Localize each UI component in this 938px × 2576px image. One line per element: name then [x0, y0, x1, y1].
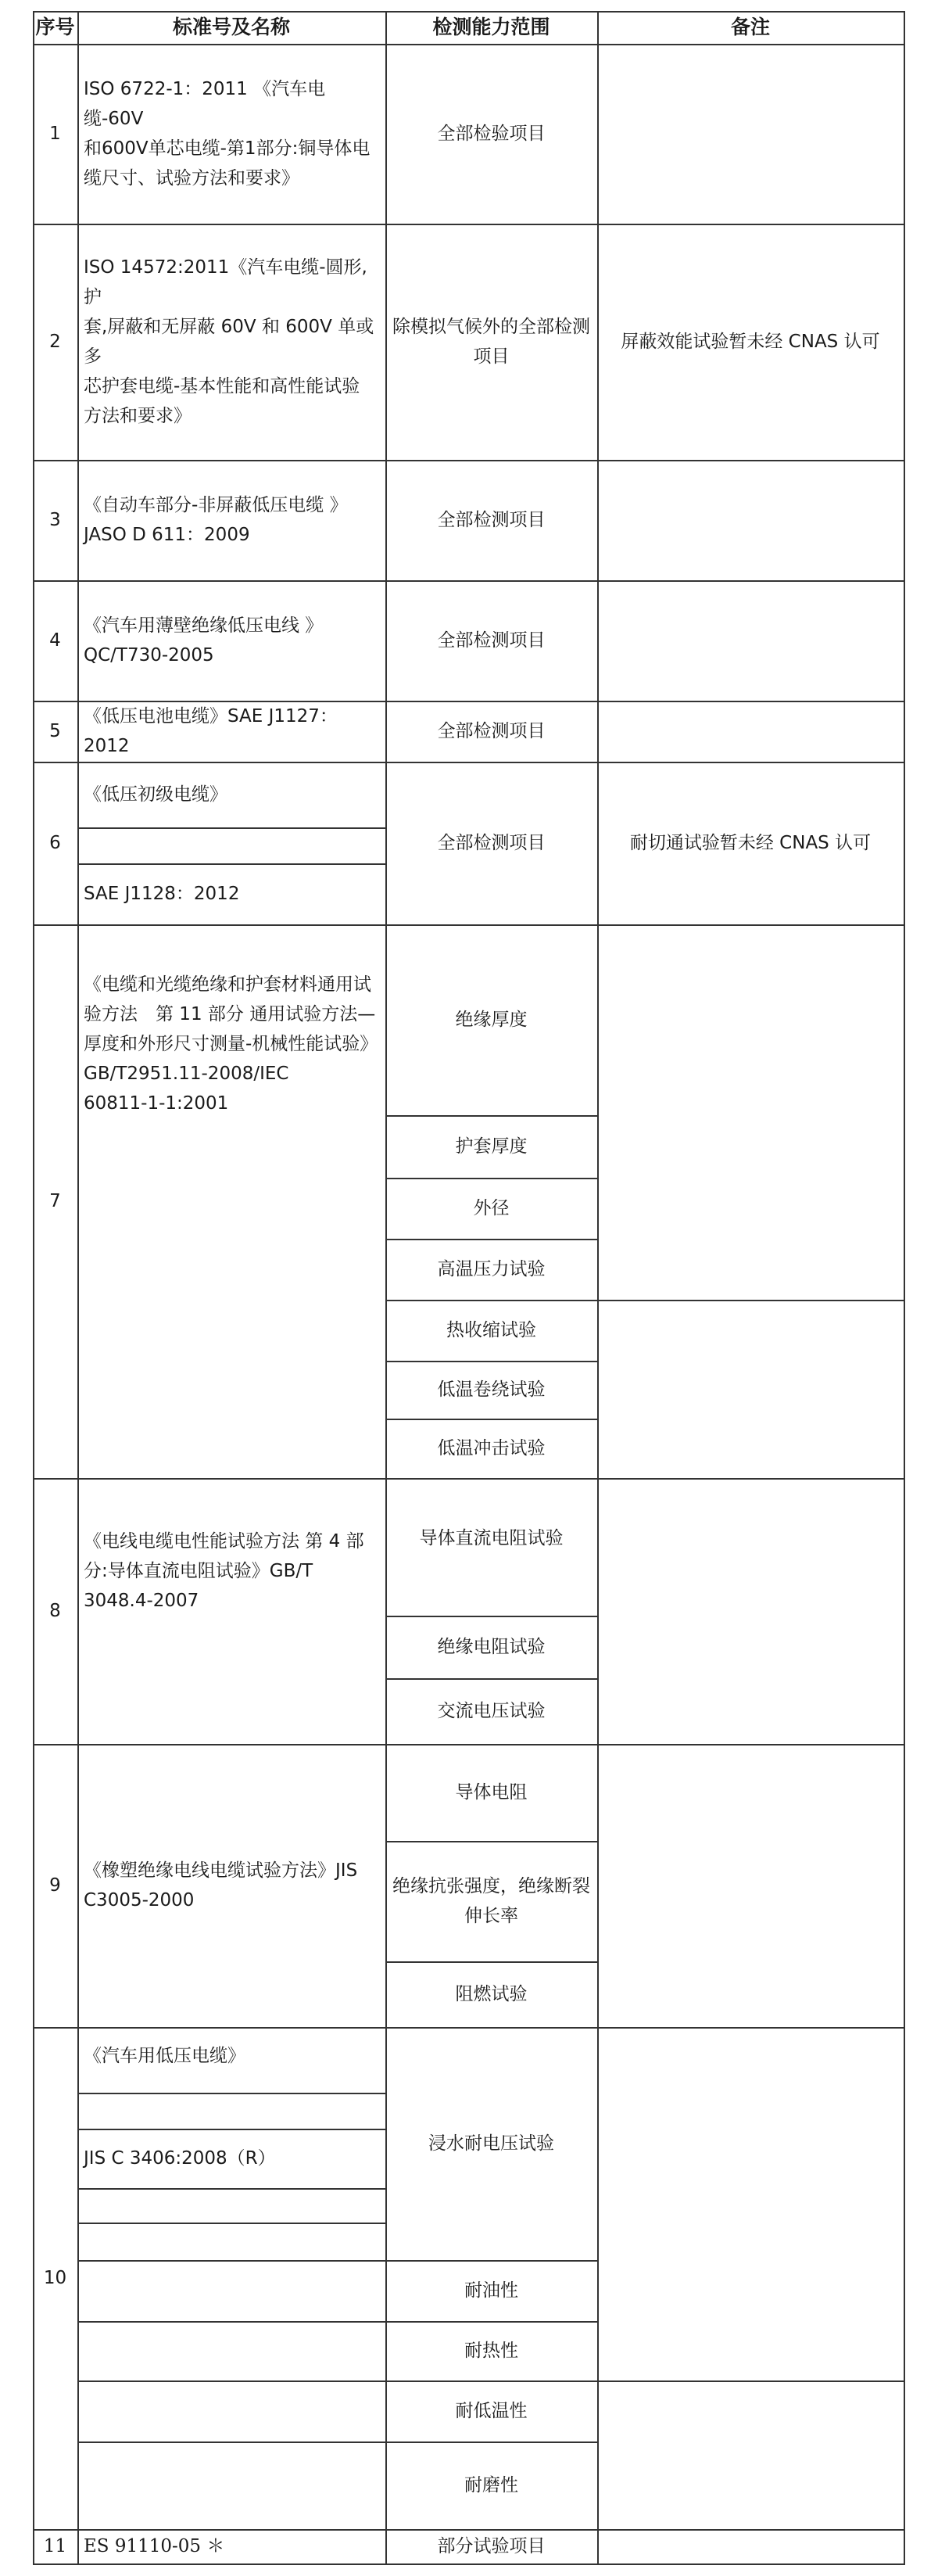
test-scope: 护套厚度 [455, 1136, 528, 1157]
test-scope: 交流电压试验 [437, 1701, 546, 1721]
row-number: 10 [43, 2268, 67, 2288]
test-scope: 低温冲击试验 [437, 1438, 546, 1458]
standard-code: JIS C 3406:2008（R） [84, 2148, 276, 2169]
row-number: 3 [49, 510, 61, 530]
header-remark: 备注 [730, 16, 770, 38]
test-scope: 耐油性 [464, 2280, 518, 2301]
test-scope: 部分试验项目 [437, 2536, 546, 2556]
test-scope: 浸水耐电压试验 [428, 2133, 554, 2154]
table-border-right [904, 11, 905, 2565]
test-scope: 阻燃试验 [455, 1984, 528, 2004]
cell-divider [77, 2321, 385, 2323]
header-no: 序号 [35, 16, 75, 38]
remark: 耐切通试验暂未经 CNAS 认可 [629, 833, 872, 853]
cell-divider [77, 2188, 385, 2190]
table-border-bottom [33, 2563, 905, 2565]
test-scope: 全部检测项目 [437, 721, 546, 741]
test-scope: 高温压力试验 [437, 1259, 546, 1279]
test-scope: 外径 [473, 1198, 510, 1218]
test-scope: 全部检验项目 [437, 124, 546, 144]
row-number: 4 [49, 630, 61, 651]
standard-name: ES 91110-05 ＊ [84, 2536, 225, 2556]
row-number: 2 [49, 332, 61, 352]
remark: 屏蔽效能试验暂未经 CNAS 认可 [621, 332, 880, 352]
row-number: 5 [49, 721, 61, 741]
cell-divider [77, 2260, 385, 2262]
row-number: 1 [49, 124, 61, 144]
test-scope: 导体电阻 [455, 1782, 528, 1803]
standard-name: 《低压初级电缆》 [84, 784, 227, 805]
test-scope: 耐热性 [464, 2341, 518, 2361]
standard-name: 《橡塑绝缘电线电缆试验方法》JIS C3005-2000 [84, 1860, 358, 1910]
row-number: 6 [49, 833, 61, 853]
test-scope: 全部检测项目 [437, 833, 546, 853]
standard-name: 《电缆和光缆绝缘和护套材料通用试 验方法 第 11 部分 通用试验方法— 厚度和外形尺寸测量-机械性能试验》 GB/T2951.11-2008/IEC 60811-1-1:2001 [84, 974, 378, 1114]
standard-name: 《自动车部分-非屏蔽低压电缆 》 JASO D 611：2009 [84, 495, 348, 545]
test-scope: 低温卷绕试验 [437, 1379, 546, 1400]
test-scope: 绝缘抗张强度，绝缘断裂 伸长率 [392, 1876, 590, 1926]
standard-code: SAE J1128：2012 [84, 884, 240, 904]
cell-divider [77, 2441, 385, 2443]
test-scope: 绝缘厚度 [455, 1010, 528, 1030]
standard-name-blank [77, 827, 385, 863]
row-number: 7 [49, 1191, 61, 1211]
header-scope: 检测能力范围 [432, 16, 550, 38]
test-scope: 耐磨性 [464, 2475, 518, 2495]
standard-name: 《电线电缆电性能试验方法 第 4 部 分:导体直流电阻试验》GB/T 3048.4-2007 [84, 1531, 364, 1611]
test-scope: 全部检测项目 [437, 630, 546, 651]
row-number: 8 [49, 1601, 61, 1621]
cell-divider [77, 2380, 385, 2382]
standard-name: ISO 14572:2011《汽车电缆-圆形,护 套,屏蔽和无屏蔽 60V 和 600V 单或多 芯护套电缆-基本性能和高性能试验 方法和要求》 [84, 257, 374, 426]
test-scope: 耐低温性 [455, 2401, 528, 2421]
cell-divider [77, 2093, 385, 2094]
test-scope: 热收缩试验 [446, 1320, 536, 1340]
standard-name: 《低压电池电缆》SAE J1127：2012 [84, 706, 338, 756]
capability-table [33, 11, 905, 2565]
header-standard: 标准号及名称 [172, 16, 290, 38]
test-scope: 全部检测项目 [437, 510, 546, 530]
cell-divider [77, 2223, 385, 2224]
standard-name: 《汽车用薄壁绝缘低压电线 》 QC/T730-2005 [84, 615, 324, 666]
row-number: 9 [49, 1875, 61, 1896]
standard-name: 《汽车用低压电缆》 [84, 2046, 245, 2066]
test-scope: 绝缘电阻试验 [437, 1637, 546, 1657]
standard-name: ISO 6722-1：2011 《汽车电缆-60V 和600V单芯电缆-第1部分:铜导体电 缆尺寸、试验方法和要求》 [84, 79, 371, 188]
test-scope: 导体直流电阻试验 [419, 1528, 564, 1548]
row-number: 11 [43, 2536, 67, 2556]
test-scope: 除模拟气候外的全部检测 项目 [392, 317, 590, 367]
